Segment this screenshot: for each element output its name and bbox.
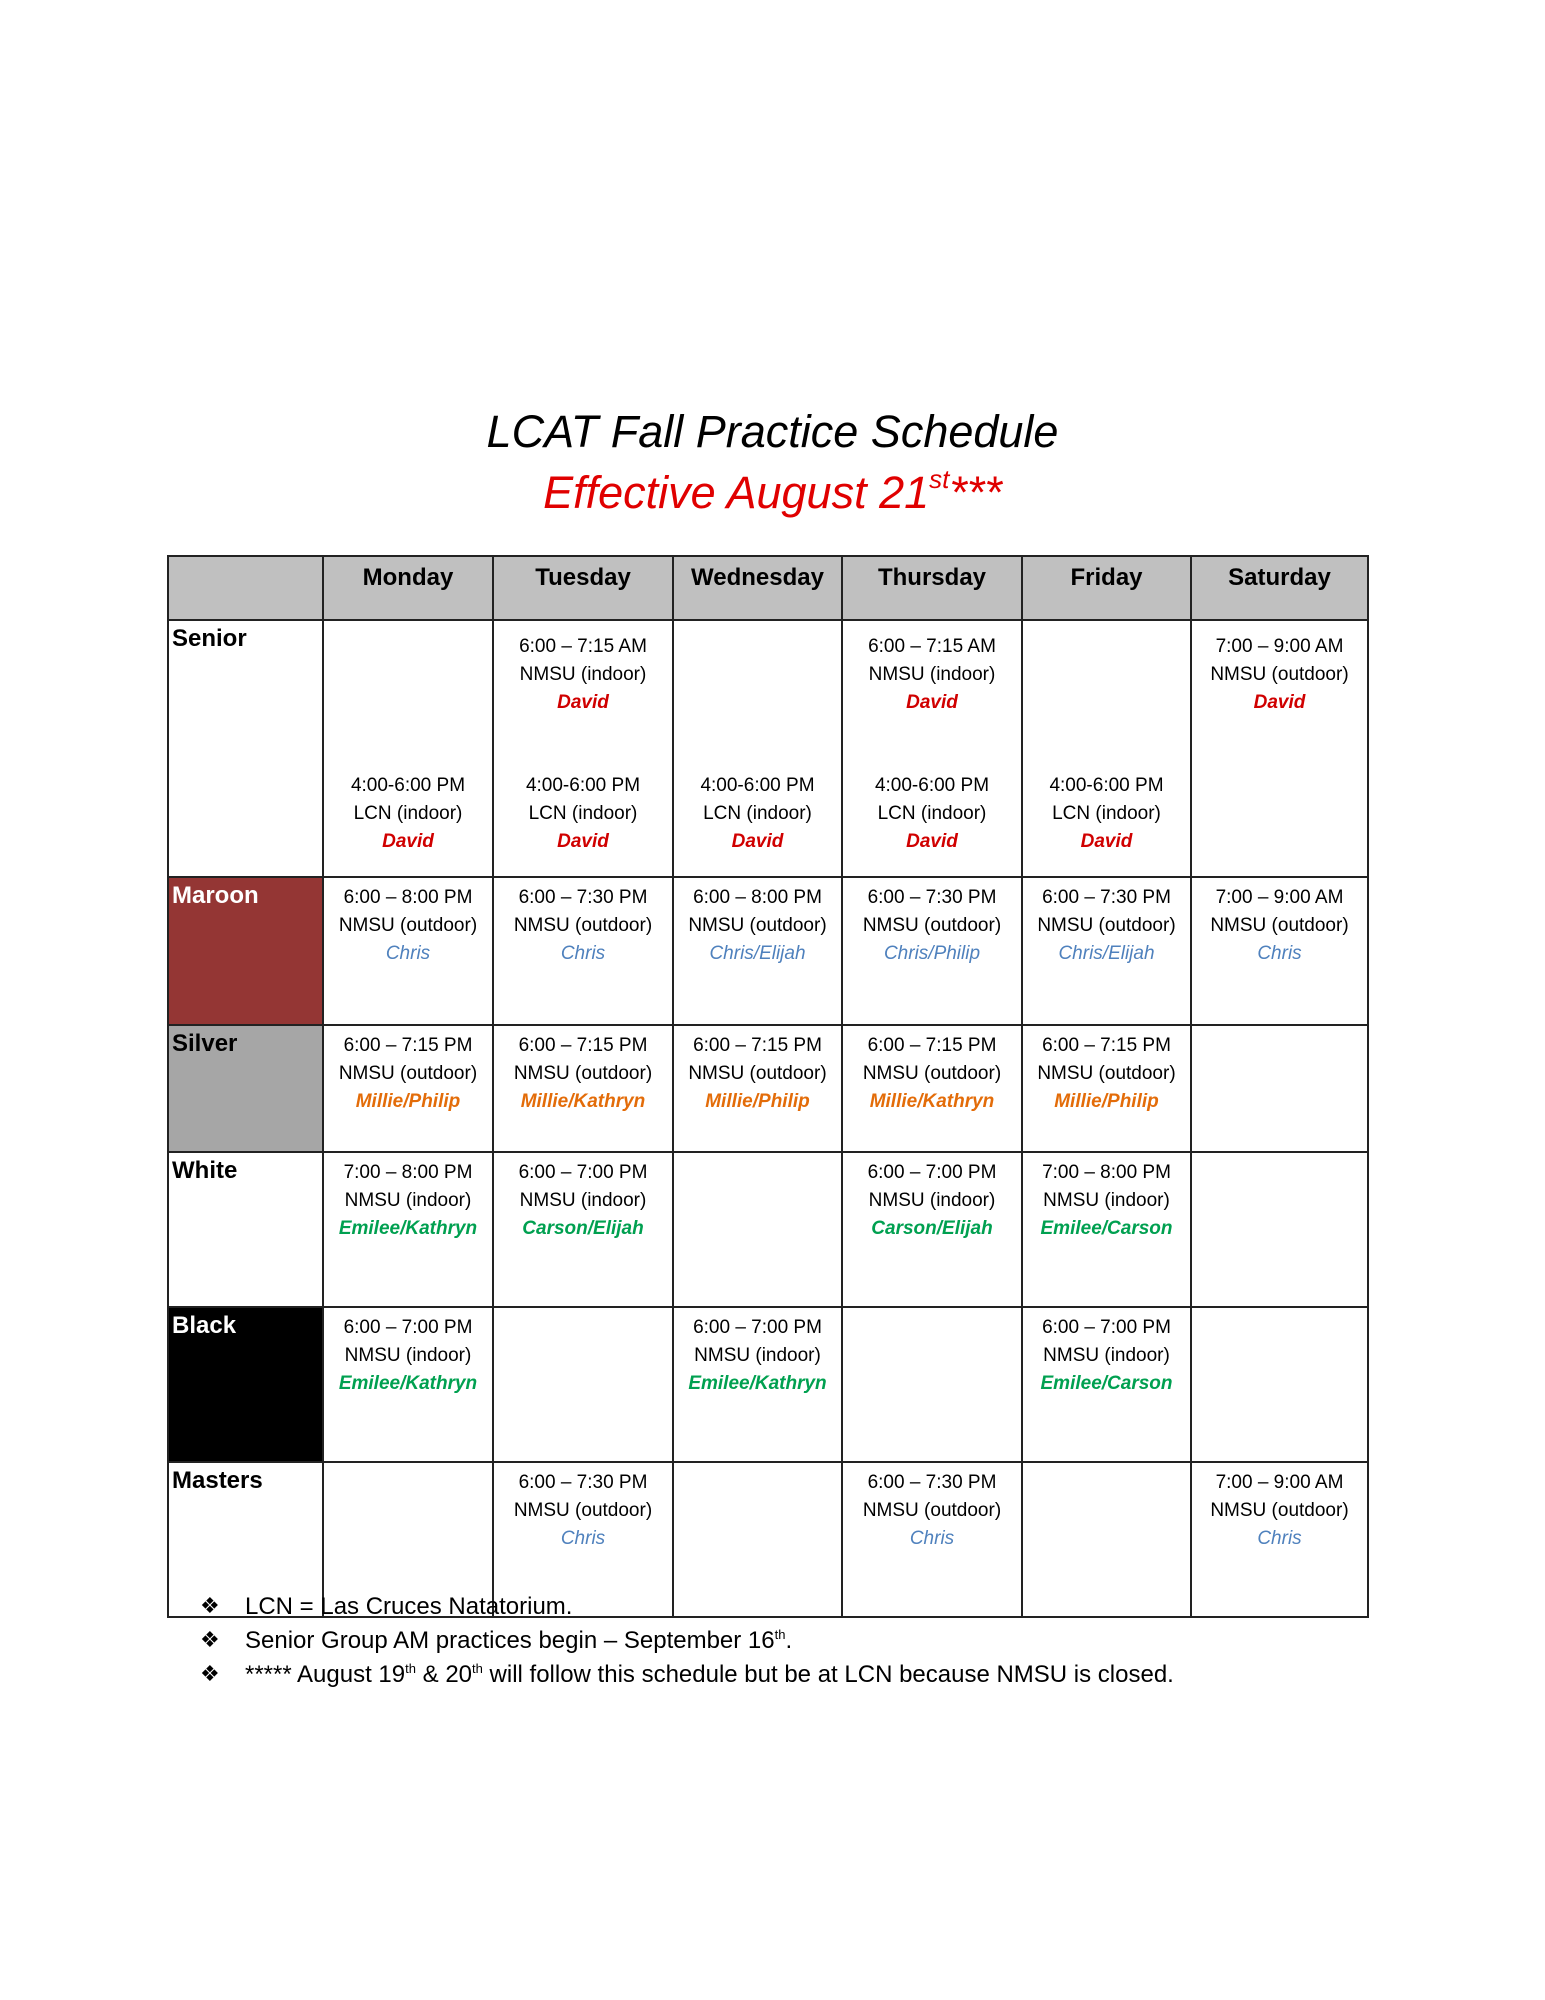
practice-schedule-table [167,555,1369,1618]
schedule-cell [673,1307,842,1462]
practice-slot [1023,766,1190,856]
schedule-cell [673,1025,842,1152]
practice-slot [1192,627,1367,717]
coach-names: Millie/Philip [355,1091,461,1112]
schedule-cell [323,1307,493,1462]
practice-time: 6:00 – 7:00 PM [1042,1317,1171,1338]
practice-slot [1023,1308,1190,1398]
practice-slot [843,766,1021,856]
header-day: Wednesday [673,556,842,620]
practice-time: 6:00 – 7:30 PM [518,887,648,908]
practice-time: 6:00 – 7:30 PM [867,887,997,908]
practice-location: NMSU (outdoor) [688,915,827,936]
practice-slot [674,766,841,856]
schedule-cell [842,877,1022,1025]
coach-names: David [1080,831,1133,852]
coach-names: David [1253,692,1306,713]
coach-names: Millie/Kathryn [869,1091,995,1112]
practice-time: 4:00-6:00 PM [1049,775,1164,796]
coach-names: Chris [385,943,431,964]
practice-time: 7:00 – 9:00 AM [1215,887,1344,908]
practice-location: NMSU (indoor) [519,1190,647,1211]
header-day: Thursday [842,556,1022,620]
schedule-cell [493,877,673,1025]
practice-time: 6:00 – 7:00 PM [867,1162,997,1183]
group-row-white [168,1152,1368,1307]
practice-slot [324,1153,492,1243]
effective-date-subtitle: Effective August 21st*** [543,464,1002,518]
group-label-black: Black [168,1307,323,1462]
schedule-cell [323,1152,493,1307]
schedule-cell [1191,1025,1368,1152]
practice-location: NMSU (outdoor) [688,1063,827,1084]
practice-time: 7:00 – 9:00 AM [1215,636,1344,657]
practice-time: 6:00 – 7:15 PM [867,1035,997,1056]
practice-slot [494,878,672,968]
practice-slot [494,1463,672,1553]
practice-location: NMSU (outdoor) [513,1063,653,1084]
practice-slot [494,1153,672,1243]
header-day: Saturday [1191,556,1368,620]
schedule-cell [1022,1025,1191,1152]
schedule-cell [842,1462,1022,1617]
practice-slot [1023,1026,1190,1116]
coach-names: Chris/Elijah [709,943,806,964]
schedule-cell [842,1152,1022,1307]
schedule-cell [1191,1152,1368,1307]
practice-slot [674,1308,841,1398]
coach-names: Emilee/Kathryn [338,1218,478,1239]
senior-cell [842,620,1022,877]
practice-time: 6:00 – 7:15 PM [343,1035,473,1056]
diamond-bullet-icon: ❖ [200,1593,220,1618]
practice-time: 6:00 – 7:15 PM [1042,1035,1171,1056]
practice-time: 4:00-6:00 PM [700,775,815,796]
header-day: Monday [323,556,493,620]
practice-location: LCN (indoor) [353,803,463,824]
practice-location: NMSU (outdoor) [513,1500,653,1521]
coach-names: Carson/Elijah [871,1218,993,1239]
practice-location: NMSU (indoor) [1043,1345,1170,1366]
practice-time: 7:00 – 8:00 PM [343,1162,473,1183]
group-label-maroon: Maroon [168,877,323,1025]
practice-slot [1192,878,1367,968]
schedule-cell [1022,1152,1191,1307]
practice-location: NMSU (outdoor) [338,915,478,936]
practice-time: 6:00 – 8:00 PM [343,887,473,908]
header-row [168,556,1368,620]
schedule-cell [673,877,842,1025]
practice-location: NMSU (indoor) [694,1345,821,1366]
coach-names: Emilee/Kathryn [338,1373,478,1394]
practice-location: NMSU (outdoor) [1210,915,1349,936]
header-day: Tuesday [493,556,673,620]
practice-slot [324,1308,492,1398]
schedule-cell [1022,1307,1191,1462]
practice-location: NMSU (outdoor) [513,915,653,936]
group-row-black [168,1307,1368,1462]
schedule-cell [493,1152,673,1307]
schedule-cell [323,1025,493,1152]
practice-location: LCN (indoor) [703,803,812,824]
group-label-masters: Masters [168,1462,323,1617]
practice-time: 4:00-6:00 PM [874,775,990,796]
practice-location: LCN (indoor) [1052,803,1161,824]
practice-time: 7:00 – 8:00 PM [1042,1162,1171,1183]
schedule-cell [1191,1462,1368,1617]
coach-names: Millie/Philip [705,1091,810,1112]
coach-names: Emilee/Carson [1040,1373,1173,1394]
practice-slot [843,1026,1021,1116]
practice-slot [324,1026,492,1116]
practice-location: NMSU (outdoor) [862,1063,1002,1084]
coach-names: David [731,831,784,852]
coach-names: Emilee/Kathryn [688,1373,827,1394]
practice-slot [674,1026,841,1116]
practice-slot [843,1463,1021,1553]
practice-slot [1023,878,1190,968]
practice-location: NMSU (outdoor) [862,1500,1002,1521]
diamond-bullet-icon: ❖ [200,1627,220,1652]
coach-names: Chris [560,943,606,964]
practice-slot [1023,1153,1190,1243]
practice-time: 6:00 – 7:15 PM [518,1035,648,1056]
page-title: LCAT Fall Practice Schedule [486,406,1059,457]
practice-time: 4:00-6:00 PM [525,775,641,796]
coach-names: Chris/Philip [883,943,981,964]
coach-names: Emilee/Carson [1040,1218,1173,1239]
practice-location: NMSU (outdoor) [1210,1500,1349,1521]
header-day: Friday [1022,556,1191,620]
coach-names: David [906,692,958,713]
coach-names: David [906,831,958,852]
practice-slot [1192,1463,1367,1553]
senior-cell [493,620,673,877]
group-label-senior: Senior [168,620,323,877]
practice-location: NMSU (outdoor) [1210,664,1349,685]
schedule-cell [842,1025,1022,1152]
schedule-cell [673,1462,842,1617]
schedule-cell [493,1307,673,1462]
group-label-silver: Silver [168,1025,323,1152]
practice-time: 6:00 – 7:15 PM [693,1035,822,1056]
practice-location: NMSU (outdoor) [1037,1063,1176,1084]
practice-time: 6:00 – 7:00 PM [693,1317,822,1338]
coach-names: Chris [560,1528,606,1549]
practice-location: NMSU (outdoor) [338,1063,478,1084]
diamond-bullet-icon: ❖ [200,1661,220,1686]
group-row-maroon [168,877,1368,1025]
practice-time: 6:00 – 7:15 AM [868,636,996,657]
schedule-cell [1191,1307,1368,1462]
practice-location: LCN (indoor) [528,803,638,824]
coach-names: David [557,831,609,852]
practice-location: NMSU (indoor) [868,664,996,685]
practice-time: 6:00 – 8:00 PM [693,887,822,908]
practice-time: 6:00 – 7:00 PM [518,1162,648,1183]
senior-cell [323,620,493,877]
practice-slot [324,878,492,968]
group-label-white: White [168,1152,323,1307]
practice-location: NMSU (indoor) [344,1345,472,1366]
practice-time: 7:00 – 9:00 AM [1215,1472,1344,1493]
coach-names: Chris [1257,1528,1302,1549]
practice-location: NMSU (indoor) [344,1190,472,1211]
senior-cell [1191,620,1368,877]
practice-slot [494,766,672,856]
practice-location: NMSU (outdoor) [862,915,1002,936]
practice-time: 6:00 – 7:15 AM [519,636,647,657]
practice-location: NMSU (indoor) [519,664,647,685]
senior-cell [673,620,842,877]
practice-location: NMSU (outdoor) [1037,915,1176,936]
schedule-cell [323,877,493,1025]
practice-time: 6:00 – 7:30 PM [1042,887,1171,908]
schedule-cell [1022,1462,1191,1617]
practice-slot [494,1026,672,1116]
coach-names: Chris [909,1528,955,1549]
practice-location: LCN (indoor) [877,803,987,824]
coach-names: David [382,831,434,852]
header-corner [168,556,323,620]
coach-names: Chris [1257,943,1302,964]
senior-cell [1022,620,1191,877]
coach-names: Chris/Elijah [1058,943,1155,964]
schedule-cell [1022,877,1191,1025]
coach-names: Carson/Elijah [522,1218,644,1239]
schedule-cell [842,1307,1022,1462]
practice-slot [674,878,841,968]
schedule-cell [1191,877,1368,1025]
practice-slot [843,878,1021,968]
practice-slot [324,766,492,856]
practice-slot [843,1153,1021,1243]
group-row-senior [168,620,1368,877]
practice-slot [843,627,1021,717]
practice-location: NMSU (indoor) [1043,1190,1170,1211]
practice-time: 6:00 – 7:30 PM [518,1472,648,1493]
practice-location: NMSU (indoor) [868,1190,996,1211]
coach-names: Millie/Kathryn [520,1091,646,1112]
coach-names: Millie/Philip [1054,1091,1159,1112]
practice-time: 6:00 – 7:30 PM [867,1472,997,1493]
practice-slot [494,627,672,717]
practice-time: 6:00 – 7:00 PM [343,1317,473,1338]
schedule-cell [493,1025,673,1152]
group-row-silver [168,1025,1368,1152]
practice-time: 4:00-6:00 PM [350,775,466,796]
coach-names: David [557,692,609,713]
schedule-cell [673,1152,842,1307]
